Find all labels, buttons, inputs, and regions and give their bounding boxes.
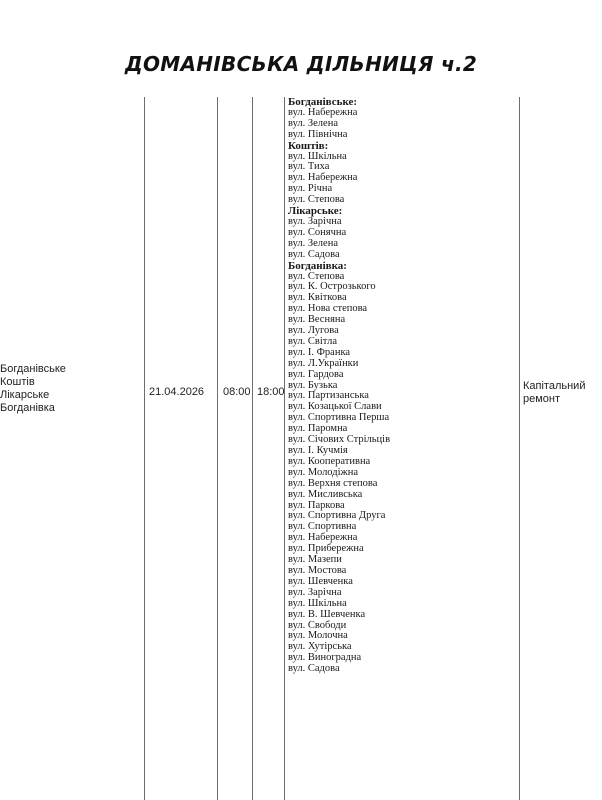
street-name: вул. Набережна bbox=[288, 106, 358, 118]
column-divider bbox=[284, 97, 285, 800]
settlement-heading: Богданівське: bbox=[288, 96, 358, 108]
street-name: вул. Степова bbox=[288, 194, 345, 206]
street-name: вул. Садова bbox=[288, 248, 340, 260]
street-name: вул. В. Шевченка bbox=[288, 608, 366, 620]
street-name: вул. Спортивна Перша bbox=[288, 412, 390, 424]
street-name: вул. Шкільна bbox=[288, 150, 347, 162]
streets-cell bbox=[288, 97, 520, 675]
column-divider bbox=[144, 97, 145, 800]
street-name: вул. Січових Стрільців bbox=[288, 434, 391, 446]
street-name: вул. Паркова bbox=[288, 499, 345, 511]
street-name: вул. Зарічна bbox=[288, 586, 342, 598]
street-name: вул. Бузька bbox=[288, 379, 338, 391]
villages-cell bbox=[0, 363, 140, 415]
settlement-heading: Коштів: bbox=[288, 139, 329, 152]
end-time: 18:00 bbox=[257, 386, 285, 398]
street-name: вул. Паромна bbox=[288, 423, 348, 435]
street-name: вул. Нова степова bbox=[288, 303, 368, 315]
street-name: вул. Гардова bbox=[288, 368, 344, 380]
outage-date: 21.04.2026 bbox=[149, 386, 205, 398]
start-time: 08:00 bbox=[223, 386, 251, 398]
street-name: вул. Сонячна bbox=[288, 226, 347, 238]
reason-line: Капітальний bbox=[523, 380, 586, 392]
street-name: вул. Набережна bbox=[288, 172, 358, 184]
village-name: Лікарське bbox=[0, 389, 50, 401]
street-name: вул. Спортивна Друга bbox=[288, 510, 386, 522]
page-title: ДОМАНІВСЬКА ДІЛЬНИЦЯ ч.2 bbox=[124, 52, 478, 76]
street-name: вул. Хутірська bbox=[288, 641, 352, 653]
street-name: вул. Шевченка bbox=[288, 575, 353, 587]
column-divider bbox=[217, 97, 218, 800]
street-name: вул. Верхня степова bbox=[288, 477, 378, 489]
street-name: вул. Молочна bbox=[288, 630, 348, 642]
street-name: вул. Виноградна bbox=[288, 652, 362, 664]
street-name: вул. Квіткова bbox=[288, 292, 347, 304]
street-name: вул. Зелена bbox=[288, 117, 338, 129]
street-name: вул. Мостова bbox=[288, 564, 347, 576]
street-name: вул. Зелена bbox=[288, 237, 338, 249]
street-name: вул. Партизанська bbox=[288, 390, 369, 402]
street-name: вул. Спортивна bbox=[288, 521, 357, 533]
street-name: вул. Молодіжна bbox=[288, 466, 359, 478]
street-name: вул. Весняна bbox=[288, 314, 346, 326]
street-name: вул. Лугова bbox=[288, 325, 339, 337]
settlement-heading: Лікарське: bbox=[288, 205, 343, 218]
street-name: вул. Північна bbox=[288, 128, 348, 140]
street-name: вул. Козацької Слави bbox=[288, 401, 382, 413]
street-name: вул. Річна bbox=[288, 183, 333, 195]
column-divider bbox=[252, 97, 253, 800]
street-name: вул. Прибережна bbox=[288, 543, 364, 555]
village-name: Коштів bbox=[0, 376, 35, 388]
street-name: вул. Зарічна bbox=[288, 215, 342, 227]
street-name: вул. І. Кучмія bbox=[288, 445, 348, 456]
street-name: вул. Кооперативна bbox=[288, 455, 371, 467]
street-name: вул. К. Острозького bbox=[288, 281, 376, 293]
reason-line: ремонт bbox=[523, 393, 561, 405]
street-name: вул. І. Франка bbox=[288, 346, 351, 358]
village-name: Богданівське bbox=[0, 363, 66, 375]
street-name: вул. Л.Українки bbox=[288, 357, 359, 369]
reason-cell bbox=[523, 380, 601, 406]
street-name: вул. Тиха bbox=[288, 161, 330, 173]
street-name: вул. Мисливська bbox=[288, 488, 363, 500]
street-name: вул. Свободи bbox=[288, 619, 347, 631]
street-name: вул. Шкільна bbox=[288, 597, 347, 609]
street-name: вул. Степова bbox=[288, 270, 345, 282]
village-name: Богданівка bbox=[0, 402, 55, 414]
street-name: вул. Садова bbox=[288, 663, 340, 675]
street-name: вул. Набережна bbox=[288, 532, 358, 544]
street-name: вул. Світла bbox=[288, 335, 337, 347]
settlement-heading: Богданівка: bbox=[288, 259, 347, 272]
street-name: вул. Мазепи bbox=[288, 554, 342, 566]
